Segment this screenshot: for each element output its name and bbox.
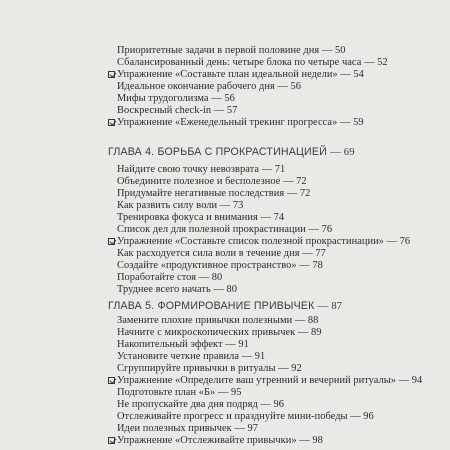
toc-entry-text: Как развить силу воли — 73	[117, 200, 244, 211]
toc-entry	[117, 164, 285, 176]
checkbox-icon	[108, 437, 115, 444]
toc-entry	[117, 93, 235, 105]
toc-entry	[117, 351, 265, 363]
toc-entry	[117, 387, 241, 399]
toc-entry	[117, 176, 307, 188]
toc-exercise-entry	[108, 435, 323, 447]
toc-entry-text: Сгруппируйте привычки в ритуалы — 92	[117, 363, 302, 374]
chapter-heading	[108, 146, 355, 159]
toc-entry	[117, 105, 237, 117]
toc-entry-text: Найдите свою точку невозврата — 71	[117, 164, 286, 175]
toc-entry	[117, 188, 310, 200]
checkbox-icon	[108, 377, 115, 384]
toc-entry	[117, 224, 332, 236]
toc-entry-text: Сбалансированный день: четыре блока по четыре часа — 52	[117, 57, 388, 68]
toc-exercise-entry	[108, 236, 410, 248]
toc-entry-text: Упражнение «Еженедельный трекинг прогресса» — 59	[117, 117, 364, 128]
toc-entry-text: Список дел для полезной прокрастинации — 76	[117, 224, 333, 235]
toc-entry-text: Подготовьте план «Б» — 95	[117, 387, 242, 398]
toc-entry	[117, 260, 323, 272]
checkbox-icon	[108, 71, 115, 78]
toc-entry-text: Упражнение «Составьте план идеальной недели» — 54	[117, 69, 364, 80]
checkbox-icon	[108, 238, 115, 245]
toc-entry	[117, 248, 326, 260]
toc-entry-text: Идеальное окончание рабочего дня — 56	[117, 81, 301, 92]
toc-entry	[117, 81, 301, 93]
chapter-heading	[108, 300, 342, 313]
toc-entry-text: Поработайте стоя — 80	[117, 272, 223, 283]
toc-entry-text: Создайте «продуктивное пространство» — 78	[117, 260, 323, 271]
toc-entry-text: Упражнение «Определите ваш утренний и вечерний ритуалы» — 94	[117, 375, 423, 386]
toc-entry	[117, 423, 258, 435]
toc-entry-text: Приоритетные задачи в первой половине дня — 50	[117, 45, 346, 56]
toc-entry-text: Упражнение «Составьте список полезной прокрастинации» — 76	[117, 236, 411, 247]
toc-entry	[117, 284, 237, 296]
toc-entry-text: Не пропускайте два дня подряд — 96	[117, 399, 285, 410]
toc-entry	[117, 45, 345, 57]
toc-entry	[117, 411, 374, 423]
toc-entry	[117, 399, 284, 411]
toc-entry-text: Замените плохие привычки полезными — 88	[117, 315, 319, 326]
toc-entry-text: Установите четкие правила — 91	[117, 351, 266, 362]
chapter-page-number: — 69	[330, 147, 355, 158]
toc-entry-text: Тренировка фокуса и внимания — 74	[117, 212, 285, 223]
chapter-title: ГЛАВА 5. ФОРМИРОВАНИЕ ПРИВЫЧЕК	[108, 300, 315, 312]
toc-entry-text: Придумайте негативные последствия — 72	[117, 188, 311, 199]
toc-entry	[117, 200, 243, 212]
toc-entry-text: Объедините полезное и бесполезное — 72	[117, 176, 307, 187]
toc-entry-text: Идеи полезных привычек — 97	[117, 423, 258, 434]
toc-entry-text: Упражнение «Отслеживайте привычки» — 98	[117, 435, 323, 446]
toc-entry-text: Труднее всего начать — 80	[117, 284, 238, 295]
toc-entry	[117, 272, 222, 284]
toc-exercise-entry	[108, 69, 364, 81]
toc-entry	[117, 212, 284, 224]
chapter-title: ГЛАВА 4. БОРЬБА С ПРОКРАСТИНАЦИЕЙ	[108, 146, 327, 158]
toc-entry-text: Мифы трудоголизма — 56	[117, 93, 235, 104]
toc-entry	[117, 57, 388, 69]
checkbox-icon	[108, 119, 115, 126]
toc-entry-text: Воскресный check-in — 57	[117, 105, 238, 116]
toc-entry	[117, 327, 321, 339]
toc-exercise-entry	[108, 375, 422, 387]
chapter-page-number: — 87	[317, 301, 343, 312]
toc-entry-text: Начните с микроскопических привычек — 89	[117, 327, 322, 338]
toc-entry	[117, 339, 249, 351]
toc-exercise-entry	[108, 117, 364, 129]
toc-entry-text: Как расходуется сила воли в течение дня — 77	[117, 248, 326, 259]
toc-entry	[117, 363, 302, 375]
toc-entry-text: Накопительный эффект — 91	[117, 339, 249, 350]
toc-entry	[117, 315, 318, 327]
toc-entry-text: Отслеживайте прогресс и празднуйте мини-победы — 96	[117, 411, 374, 422]
